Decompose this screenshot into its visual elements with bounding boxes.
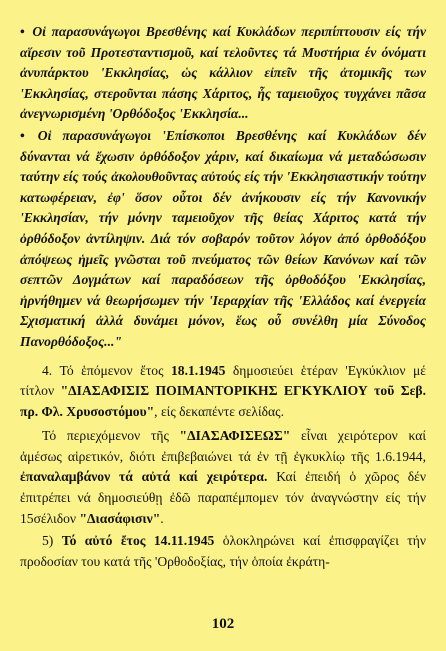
date-bold: 18.1.1945 — [171, 362, 226, 378]
body-text — [20, 361, 426, 573]
text-run: Καί ἐπειδή ὁ χῶρος δέν ἐπιτρέπει νά δημοσιεύθῃ ἐδῶ παραπέμπομεν τόν ἀναγνώστην είς τήν 15σέλιδον — [20, 469, 426, 526]
emphasis-bold: ἐπαναλαμβάνον τά αὐτά καί χειρότερα. — [20, 469, 268, 485]
text-run: . — [160, 510, 164, 526]
body-paragraph-content — [20, 426, 426, 529]
text-run: ὁλοκληρώνει καί ἐπισφραγίζει τήν προδοσίαν του κατά τῆς 'Ορθοδοξίας, τήν ὁποία ἐκράτη- — [20, 533, 426, 569]
quoted-block — [20, 22, 426, 353]
text-run: εἶναι χειρότερον καί ἀμέσως αἱρετικόν, διότι ἐπιβεβαιώνει τά ἐν τῇ ἐγκυκλίῳ τῆς 1.6.1944, — [20, 428, 427, 464]
quote-paragraph-1-text: Οἱ παρασυνάγωγοι Βρεσθένης καί Κυκλάδων περιπίπτουσιν είς τήν αἵρεσιν τοῦ Προτεσταντισμοῦ, καί τελοῦντες τά Μυστήρια έν όνόματι ἀνυπάρκτου 'Εκκλησίας, ὡς κάλλιον εἰπεῖν τῆς ἀτομικῆς των 'Εκκλησίας, στεροῦνται πάσης Χάριτος, ἧς ταμειοῦχος τυγχάνει πᾶσα ἀνεγνωρισμένη 'Ορθόδοξος 'Εκκλησία... — [20, 24, 426, 122]
text-run: δημοσιεύει ἑτέραν 'Εγκύκλιον μέ τίτλον — [20, 362, 426, 399]
emphasis-bold: Τό αὐτό ἔτος 14.11.1945 — [61, 533, 215, 549]
text-run: 5) — [42, 533, 62, 549]
bullet-icon: • — [20, 24, 25, 39]
term-bold: "ΔΙΑΣΑΦΙΣΕΩΣ" — [179, 428, 291, 444]
body-paragraph-5 — [20, 531, 426, 572]
text-run: , είς δεκαπέντε σελίδας. — [154, 403, 284, 419]
page-number: 102 — [211, 616, 235, 632]
quote-paragraph-2 — [20, 126, 426, 353]
bullet-icon: • — [20, 127, 25, 143]
quote-paragraph-2-text: Οἱ παρασυνάγωγοι 'Επίσκοποι Βρεσθένης καί Κυκλάδων δέν δύνανται νά ἔχωσιν ὀρθόδοξον χάριν, καί δικαίωμα νά μεταδώσωσιν ταύτην είς τούς ἀκολουθοῦντας αὐτούς είς τήν 'Εκκλησιαστικήν τούτην κατωφέρειαν, ἐφ' ὅσον οὗτοι δέν ἀνήκουσιν είς τήν Κανονικήν 'Εκκλησίαν, τήν μόνην ταμειοῦχον τῆς θείας Χάριτος κατά τήν ὀρθόδοξον ἀντίληψιν. Διά τόν σοβαρόν τοῦτον λόγον ἀπό ὀρθοδόξου ἀπόψεως ἡμεῖς γνῶσται τοῦ πνεύματος τῶν θείων Κανόνων καί τῶν σεπτῶν Δογμάτων καί παραδόσεων τῆς ὀρθοδόξου 'Εκκλησίας, ἠρνήθημεν νά θεωρήσωμεν τήν 'Ιεραρχίαν τῆς 'Ελλάδος καί ἐνεργεία Σχισματική ἀλλά δυνάμει μόνον, ἕως οὗ συνέλθη μία Σύνοδος Πανορθόδοξος..." — [20, 127, 426, 349]
body-paragraph-4 — [20, 361, 426, 423]
text-run: Τό περιεχόμενον τῆς — [42, 428, 180, 444]
encyclical-title: "ΔΙΑΣΑΦΙΣΙΣ ΠΟΙΜΑΝΤΟΡΙΚΗΣ ΕΓΚΥΚΛΙΟΥ τοῦ Σεβ. πρ. Φλ. Χρυσοστόμου" — [20, 383, 426, 419]
quote-paragraph-1 — [20, 22, 426, 125]
term-bold: "Διασάφισιν" — [79, 510, 161, 526]
text-run: 4. Τό ἑπόμενον ἔτος — [42, 362, 171, 378]
